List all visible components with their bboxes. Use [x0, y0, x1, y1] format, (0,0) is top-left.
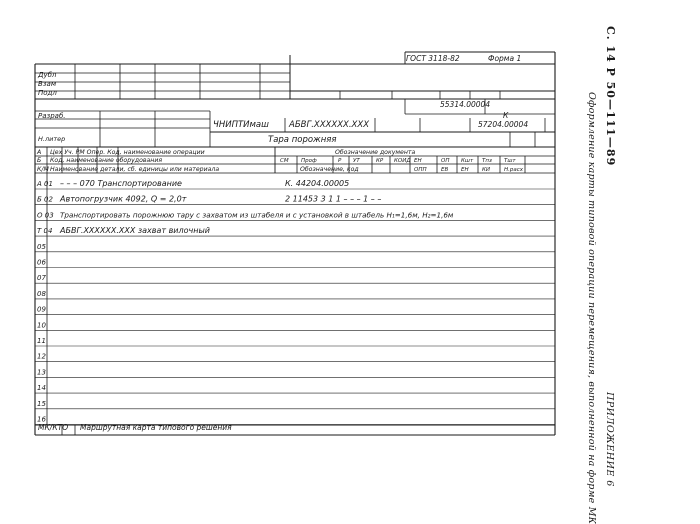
- k-label: К: [503, 111, 509, 120]
- header-row-label: Цех Уч. РМ Опер. Код, наименование операции: [50, 149, 205, 156]
- gost-number: ГОСТ 3118-82: [406, 54, 460, 63]
- header-row-cell: ЕВ: [441, 167, 449, 173]
- product-name: Тара порожняя: [268, 135, 337, 145]
- stamp-label-vzam: Взам: [38, 80, 57, 88]
- header-row-prefix: Б: [37, 157, 42, 164]
- header-row-cell: Н.расх: [504, 167, 524, 173]
- table-row-number: 12: [37, 352, 46, 361]
- doc-code-upper: 55314.00004: [440, 100, 491, 109]
- stamp-label-podl: Подл: [38, 89, 57, 97]
- header-row-cell: КР: [376, 158, 384, 164]
- table-row-right-text: К. 44204.00005: [285, 179, 350, 188]
- header-row-prefix: А: [37, 149, 42, 156]
- table-row-text: – – – 070 Транспортирование: [60, 179, 182, 188]
- table-row-number: А 01: [37, 180, 53, 188]
- table-row-number: 13: [37, 368, 46, 377]
- table-row-number: 08: [37, 289, 46, 298]
- header-row-cell: ОПП: [414, 167, 427, 173]
- table-row-number: 14: [37, 384, 46, 393]
- page-number: С. 14 Р 50—111—89: [604, 26, 617, 167]
- header-row-cell: СМ: [280, 158, 289, 164]
- header-row-cell: ЕН: [461, 167, 469, 173]
- n-liter-label: Н.литер: [38, 135, 66, 143]
- organization-name: ЧНИПТИмаш: [213, 120, 269, 130]
- table-row-number: 11: [37, 337, 46, 345]
- appendix-label: ПРИЛОЖЕНИЕ 6: [604, 392, 615, 487]
- footer-card-title: Маршрутная карта типового решения: [80, 423, 232, 432]
- table-row-text: Транспортировать порожнюю тару с захватом из штабеля и с установкой в штабель Н₁=1,6м, Н₂=1,6м: [60, 210, 454, 220]
- header-row-cell: Р: [338, 158, 342, 164]
- header-row-cell: КОИД: [394, 158, 411, 164]
- table-row-text: Автопогрузчик 4092, Q = 2,0т: [60, 194, 187, 204]
- form-number: Форма 1: [488, 54, 522, 63]
- header-row-label: Наименование детали, сб. единицы или материала: [50, 166, 220, 173]
- header-row-cell: ОП: [441, 158, 450, 164]
- document-designation: АБВГ.ХХХХХХ.ХХХ: [289, 120, 370, 130]
- header-row-cell: Проф: [301, 158, 317, 164]
- header-row-cell: КИ: [482, 167, 491, 173]
- header-row-cell: Кшт: [461, 158, 474, 164]
- stamp-label-dubl: Дубл: [38, 71, 57, 79]
- header-row-right-label: Обозначение, код: [300, 166, 359, 173]
- table-row-number: Б 02: [37, 195, 53, 204]
- table-row-number: 05: [37, 242, 46, 251]
- table-row-text: АБВГ.ХХХХХХ.ХХХ захват вилочный: [60, 226, 210, 236]
- doc-code-lower: 57204.00004: [478, 120, 529, 129]
- table-row-right-text: 2 11453 3 1 1 – – – 1 – –: [285, 194, 382, 204]
- figure-caption: Оформление карты типовой операции перемещения, выполненной на форме МК: [586, 92, 597, 524]
- header-row-prefix: К/М: [37, 166, 49, 173]
- header-row-right-label: Обозначение документа: [335, 149, 416, 156]
- table-row-number: 16: [37, 415, 46, 424]
- header-row-cell: Тпз: [482, 158, 492, 164]
- table-row-number: 07: [37, 274, 46, 283]
- footer-form-code: МК/КТО: [38, 423, 69, 432]
- table-row-number: 06: [37, 258, 46, 267]
- table-row-number: 15: [37, 399, 46, 408]
- table-row-number: О 03: [37, 211, 54, 220]
- header-row-cell: УТ: [353, 158, 360, 164]
- header-row-cell: Тшт: [504, 158, 516, 164]
- header-row-label: Код, наименование оборудования: [50, 157, 163, 164]
- table-row-number: 10: [37, 321, 46, 330]
- develop-label: Разраб.: [38, 112, 66, 120]
- table-row-number: Т 04: [37, 227, 53, 236]
- header-row-cell: ЕН: [414, 158, 422, 164]
- table-row-number: 09: [37, 305, 46, 314]
